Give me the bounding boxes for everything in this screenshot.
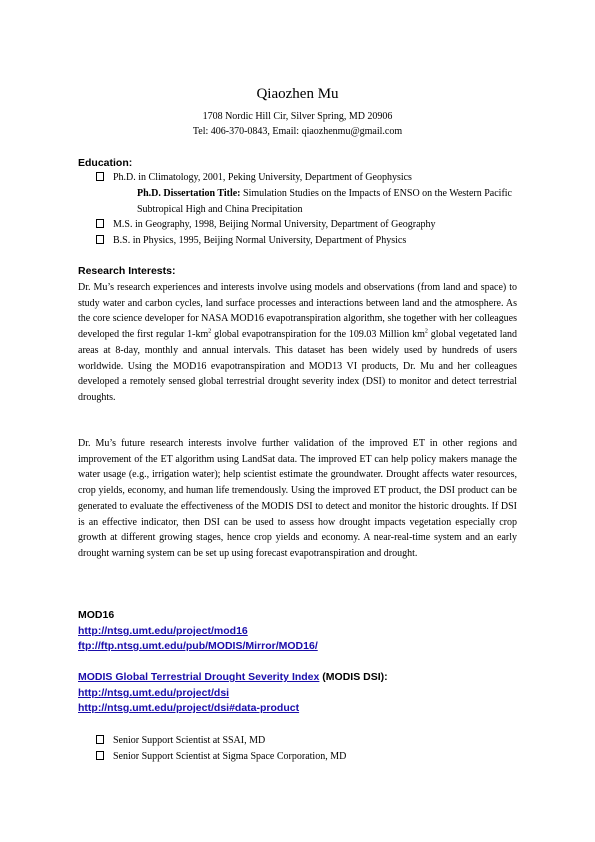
education-bs-text: B.S. in Physics, 1995, Beijing Normal University, Department of Physics (113, 235, 407, 246)
dissertation-title (137, 186, 517, 218)
education-item-ms (96, 219, 436, 230)
bullet-icon (96, 735, 104, 744)
bullet-icon (96, 235, 104, 244)
mod16-heading: MOD16 (78, 609, 115, 621)
education-ms-text: M.S. in Geography, 1998, Beijing Normal University, Department of Geography (113, 219, 436, 230)
position-item-2 (96, 751, 346, 762)
dissertation-label: Ph.D. Dissertation Title: (137, 188, 241, 199)
dsi-title-link[interactable]: MODIS Global Terrestrial Drought Severity Index (78, 671, 320, 683)
address-line: 1708 Nordic Hill Cir, Silver Spring, MD 20906 (202, 111, 393, 122)
mod16-ftp-link[interactable]: ftp://ftp.ntsg.umt.edu/pub/MODIS/Mirror/MOD16/ (78, 640, 318, 652)
contact-line: Tel: 406-370-0843, Email: qiaozhenmu@gmail.com (192, 126, 403, 137)
research-paragraph-1: Dr. Mu’s research experiences and interests involve using models and observations (from land and space) to study water and carbon cycles, land surface processes and interactions between land and the atmosphere. As the core science developer for NASA MOD16 evapotranspiration algorithm, she together with her colleagues developed the first regular $1-km^2$ global evapotranspiration for the 109.03 Million $km^2$ global vegetated land areas at 8-day, monthly and annual intervals. This dataset has been widely used by hundreds of users worldwide. Using the MOD16 evapotranspiration and MOD13 VI products, Dr. Mu and her colleagues developed a remotely sensed global terrestrial drought severity index (DSI) to monitor and detect terrestrial droughts. (78, 282, 518, 403)
position-1-text: Senior Support Scientist at SSAI, MD (113, 735, 266, 746)
dsi-data-link[interactable]: http://ntsg.umt.edu/project/dsi#data-product (78, 702, 300, 714)
education-item-phd (96, 172, 412, 183)
position-2-text: Senior Support Scientist at Sigma Space Corporation, MD (113, 751, 347, 762)
research-heading: Research Interests: (78, 265, 176, 277)
research-paragraph-2: Dr. Mu’s future research interests involve further validation of the improved ET in other regions and improvement of the ET algorithm using LandSat data. The improved ET can help policy makers manage the water usage (e.g., irrigation water); help scientist estimate the groundwater. Drought affects water resources, crop yields, economy, and human life tremendously. Using the improved ET product, the DSI product can be generated to evaluate the effectiveness of the MODIS DSI to detect and monitor the historic droughts. If DSI is an effective indicator, then DSI can be used to assess how drought impacts vegetation especially crop growth at different growing stages, hence crop yields and economy. A near-real-time system and an early drought warning system can be set up using forecast evapotranspiration and drought. (78, 438, 517, 559)
bullet-icon (96, 172, 104, 181)
dsi-project-link[interactable]: http://ntsg.umt.edu/project/dsi (78, 687, 230, 699)
bullet-icon (96, 751, 104, 760)
mod16-project-link[interactable]: http://ntsg.umt.edu/project/mod16 (78, 625, 248, 637)
position-item-1 (96, 735, 265, 746)
dissertation-text: Simulation Studies on the Impacts of ENSO on the Western Pacific Subtropical High and China Precipitation (137, 188, 512, 215)
bullet-icon (96, 219, 104, 228)
dsi-heading (78, 671, 388, 683)
dsi-suffix: (MODIS DSI): (319, 671, 388, 683)
candidate-name: Qiaozhen Mu (256, 86, 339, 102)
education-item-bs (96, 235, 406, 246)
education-phd-text: Ph.D. in Climatology, 2001, Peking University, Department of Geophysics (113, 172, 412, 183)
education-heading: Education: (78, 157, 133, 169)
